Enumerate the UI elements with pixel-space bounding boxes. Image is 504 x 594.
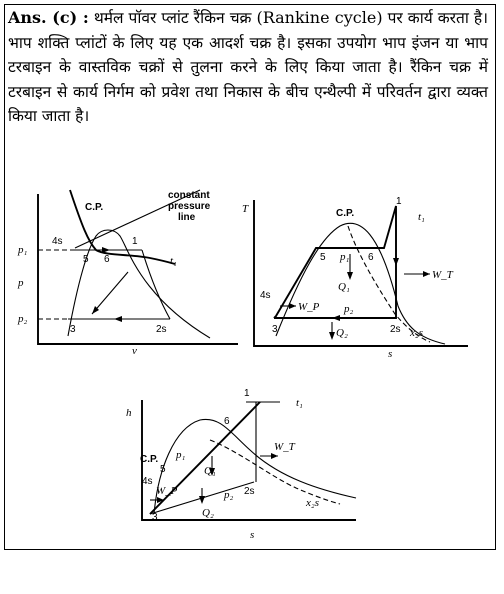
pv-dome [68, 230, 210, 338]
hs-wt-head [271, 453, 278, 459]
hs-p1-label: p₁ [176, 449, 186, 461]
hs-t1-label: t₁ [296, 397, 303, 409]
rankine-term: (Rankine cycle) [256, 8, 383, 27]
answer-label: Ans. (c) : [8, 8, 89, 27]
pv-p2-label: p₂ [18, 313, 28, 325]
ts-cycle [274, 206, 396, 318]
pv-diagram [10, 186, 242, 356]
ts-dome [276, 223, 445, 344]
pv-point-1: 1 [132, 236, 138, 247]
pv-point-2s: 2s [156, 324, 167, 335]
ts-x2s-label: x₂s [410, 327, 423, 339]
ts-q1-head [347, 272, 353, 280]
ts-point-4s: 4s [260, 290, 271, 301]
ts-s-axis-label: s [388, 348, 393, 360]
hs-point-2s: 2s [244, 486, 255, 497]
pv-cp-label: C.P. [85, 202, 104, 213]
ts-cp-label: C.P. [336, 208, 355, 219]
ts-q2-label: Q₂ [336, 327, 348, 339]
ts-point-5: 5 [320, 252, 326, 263]
ts-down-head [393, 258, 399, 266]
pv-p-axis-label: p [18, 277, 24, 289]
ts-wt-label: W_T [432, 269, 453, 281]
hs-point-5: 5 [160, 464, 166, 475]
hs-p2-label: p₂ [224, 489, 234, 501]
hs-h-axis-label: h [126, 407, 132, 419]
hs-q1-label: Q₁ [204, 465, 216, 477]
ts-p1-label: p₁ [340, 251, 350, 263]
ts-t1-label: t₁ [418, 211, 425, 223]
ts-p2-label: p₂ [344, 303, 354, 315]
answer-paragraph [8, 6, 488, 129]
hs-q2-head [199, 496, 205, 504]
pv-p1-label: p₁ [18, 244, 28, 256]
pv-point-4s: 4s [52, 236, 63, 247]
pv-pressure-label-1: constant [168, 190, 210, 201]
pv-expansion [142, 250, 170, 319]
answer-text-b: पर कार्य करता है। भाप शक्ति प्लांटों के लिए यह एक आदर्श चक्र है। इसका उपयोग भाप इंजन या भाप टरबाइन के वास्तविक चक्रों से तुलना करने के लिए किया जाता है। रैंकिन चक्र में टरबाइन से कार्य निर्गम को प्रवेश तथा निकास के बीच एन्थैल्पी में परिवर्तन द्वारा व्यक्त किया जाता है। [8, 9, 488, 125]
answer-text-a: थर्मल पॉवर प्लांट रैंकिन चक्र [88, 9, 257, 27]
ts-p2-arrow [332, 315, 340, 321]
pv-point-3: 3 [70, 324, 76, 335]
hs-point-6: 6 [224, 416, 230, 427]
pv-point-6: 6 [104, 254, 110, 265]
hs-point-3: 3 [152, 512, 158, 523]
ts-dashed-line [348, 226, 430, 342]
ts-point-1: 1 [396, 196, 402, 207]
ts-t-axis-label: T [242, 203, 249, 215]
pv-pressure-label-2: pressure [168, 201, 211, 212]
ts-q1-label: Q₁ [338, 281, 350, 293]
hs-point-4s: 4s [142, 476, 153, 487]
hs-point-1: 1 [244, 388, 250, 399]
hs-s-axis-label: s [250, 529, 255, 541]
ts-wt-head [423, 271, 430, 277]
ts-q2-head [329, 332, 335, 340]
pv-pressure-label-3: line [178, 212, 196, 223]
ts-wp-label: W_P [298, 301, 320, 313]
hs-diagram [120, 380, 380, 540]
ts-diagram [240, 186, 490, 358]
hs-cp-label: C.P. [140, 454, 159, 465]
hs-wp-label: W_P [156, 485, 178, 497]
hs-x2s-label: x₂s [306, 497, 319, 509]
hs-q2-label: Q₂ [202, 507, 214, 519]
pv-p2-arrow [114, 316, 122, 322]
hs-wt-label: W_T [274, 441, 295, 453]
pv-t1-label: t₁ [170, 255, 177, 267]
pv-v-axis-label: v [132, 345, 137, 357]
ts-wp-head [289, 303, 296, 309]
ts-point-3: 3 [272, 324, 278, 335]
pv-arrow-line [92, 272, 128, 314]
ts-point-6: 6 [368, 252, 374, 263]
ts-point-2s: 2s [390, 324, 401, 335]
pv-point-5: 5 [83, 254, 89, 265]
